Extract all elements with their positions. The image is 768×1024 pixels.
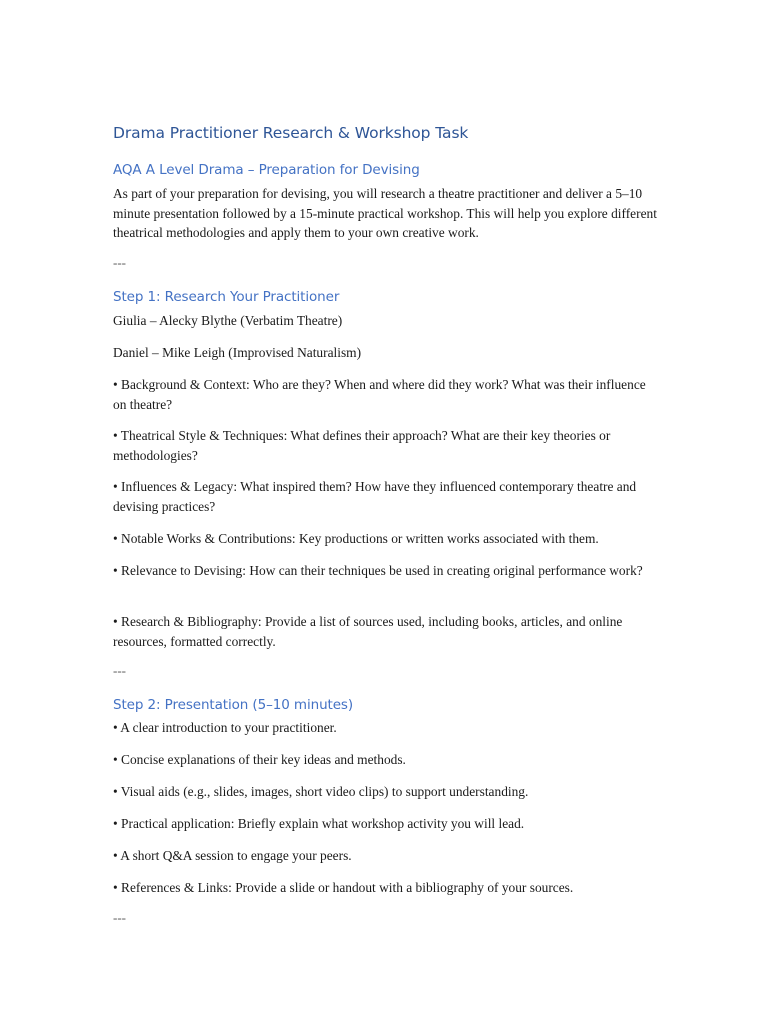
step1-bullet-relevance: • Relevance to Devising: How can their techniques be used in creating original performance work?: [113, 563, 643, 578]
step2-bullet-references: • References & Links: Provide a slide or handout with a bibliography of your sources.: [113, 880, 574, 895]
step1-bullet-bibliography: • Research & Bibliography: Provide a list of sources used, including books, articles, and online resources, formatted correctly.: [113, 614, 623, 649]
step1-bullet-influences: • Influences & Legacy: What inspired them? How have they influenced contemporary theatre and devising practices?: [113, 479, 637, 514]
step1-bullet-works: • Notable Works & Contributions: Key productions or written works associated with them.: [113, 531, 599, 546]
step2-bullet-visual-aids: • Visual aids (e.g., slides, images, short video clips) to support understanding.: [113, 784, 529, 799]
separator-1: ---: [113, 255, 126, 270]
step1-heading: Step 1: Research Your Practitioner: [113, 289, 340, 305]
step2-bullet-explanations: • Concise explanations of their key ideas and methods.: [113, 752, 406, 767]
document-title: Drama Practitioner Research & Workshop Task: [113, 124, 469, 142]
step1-bullet-background: • Background & Context: Who are they? When and where did they work? What was their influence on theatre?: [113, 377, 646, 412]
separator-3: ---: [113, 910, 126, 925]
step2-bullet-qa: • A short Q&A session to engage your peers.: [113, 848, 352, 863]
step1-bullet-style: • Theatrical Style & Techniques: What defines their approach? What are their key theories or methodologies?: [113, 428, 611, 463]
separator-2: ---: [113, 663, 126, 678]
intro-paragraph: As part of your preparation for devising, you will research a theatre practitioner and deliver a 5–10 minute presentation followed by a 15-minute practical workshop. This will help you explore different theatrical methodologies and apply them to your own creative work.: [113, 186, 657, 240]
step2-bullet-practical: • Practical application: Briefly explain what workshop activity you will lead.: [113, 816, 525, 831]
step2-heading: Step 2: Presentation (5–10 minutes): [113, 697, 354, 713]
assignment-daniel: Daniel – Mike Leigh (Improvised Naturalism): [113, 345, 362, 360]
assignment-giulia: Giulia – Alecky Blythe (Verbatim Theatre): [113, 313, 343, 328]
subtitle-heading: AQA A Level Drama – Preparation for Devising: [113, 162, 420, 178]
step2-bullet-introduction: • A clear introduction to your practitioner.: [113, 720, 337, 735]
